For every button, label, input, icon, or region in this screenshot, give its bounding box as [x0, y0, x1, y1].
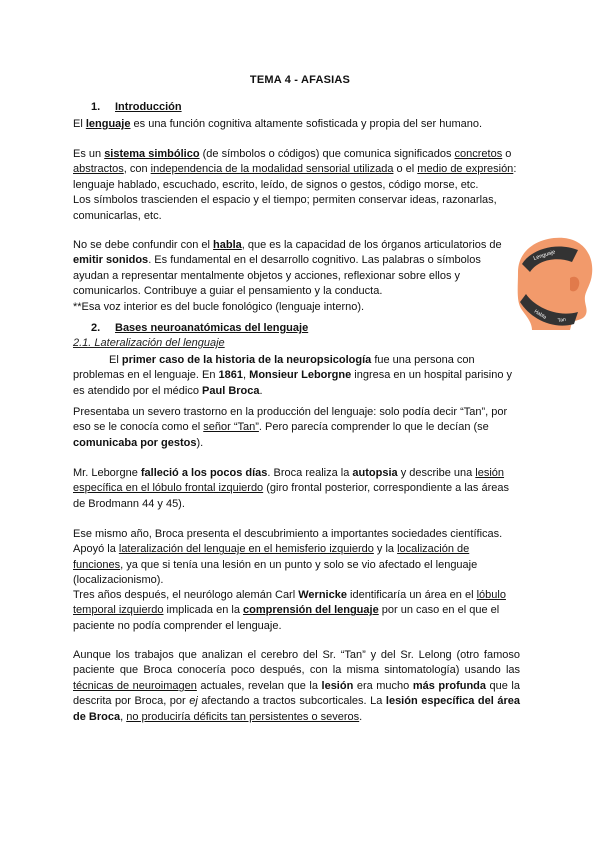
text: fue una persona con problemas en el lenguaje. En [73, 354, 475, 382]
text: implicada en la [163, 604, 243, 617]
section-1-number: 1. [91, 101, 101, 113]
term-concretos: concretos [454, 148, 503, 160]
text: o [502, 148, 512, 160]
paragraph-neuroimaging [73, 648, 520, 725]
head-profile-illustration [512, 234, 596, 330]
term-lenguaje: lenguaje [85, 118, 131, 130]
subsection-2-1-heading: 2.1. Lateralización del lenguaje [73, 337, 225, 349]
paragraph-tan [73, 405, 520, 451]
term-localizacion: localización de funciones [73, 543, 470, 571]
section-2-heading [91, 322, 308, 334]
paragraph-wernicke [73, 588, 520, 634]
term-mas-profunda: más profunda [412, 679, 487, 692]
text: , que es la capacidad de los órganos articulatorios de [241, 239, 502, 251]
term-lesion-broca: lesión específica del área de Broca [73, 695, 520, 723]
text: . Es fundamental en el desarrollo cognitivo. Las palabras o símbolos ayudan a representar mentalmente objetos y acciones, reflexionar sobre ellos y comunicarlos. Contribuye a guiar el pensamiento y la conducta. [73, 254, 481, 298]
paragraph-intro [73, 117, 520, 132]
text: (de símbolos o códigos) que comunica significados [199, 148, 455, 160]
text: actuales, revelan que la [196, 679, 322, 692]
section-1-heading [91, 101, 182, 113]
paragraph-lateralization [73, 527, 520, 589]
term-sistema-simbolico: sistema simbólico [104, 148, 200, 160]
page-title: TEMA 4 - AFASIAS [249, 74, 351, 86]
text: identificaría un área en el [346, 589, 477, 601]
term-1861: 1861 [218, 369, 244, 382]
text: No se debe confundir con el [73, 239, 214, 251]
term-lesion: lesión [321, 679, 354, 692]
text: ). [196, 436, 204, 449]
term-comprension: comprensión del lenguaje [243, 604, 379, 617]
text: El [109, 354, 122, 366]
text: Tres años después, el neurólogo alemán Carl [73, 589, 299, 601]
text: : lenguaje hablado, escuchado, escrito, leído, de signos o gestos, código morse, etc. [73, 163, 517, 191]
text: y la [373, 543, 398, 556]
text: . Broca realiza la [267, 467, 353, 479]
term-primer-caso: primer caso de la historia de la neuropsicología [121, 354, 372, 366]
section-1-label: Introducción [115, 101, 182, 113]
text: es una función cognitiva altamente sofisticada y propia del ser humano. [130, 118, 483, 130]
text: . Pero parecía comprender lo que le decían (se [258, 421, 489, 434]
term-lesion-frontal: lesión específica en el lóbulo frontal izquierdo [73, 467, 505, 495]
text: (giro frontal posterior, correspondiente a las áreas de Brodmann 44 y 45). [73, 482, 509, 510]
paragraph-autopsy [73, 466, 520, 512]
label-tan: Tan [557, 316, 567, 324]
section-2-number: 2. [91, 322, 101, 334]
text: . [359, 710, 363, 723]
text: era mucho [353, 679, 413, 692]
section-2-label: Bases neuroanatómicas del lenguaje [115, 322, 309, 334]
text: . [259, 384, 263, 397]
term-paul-broca: Paul Broca [202, 384, 260, 397]
term-gestos: comunicaba por gestos [73, 436, 197, 449]
text: por un caso en el que el paciente no podía comprender el lenguaje. [73, 604, 500, 632]
term-no-produciria: no produciría déficits tan persistentes o severos [126, 710, 360, 723]
text: Ese mismo año, Broca presenta el descubrimiento a importantes sociedades científicas. Apoyó la [73, 528, 503, 556]
term-neuroimagen: técnicas de neuroimagen [73, 679, 197, 692]
text: Es un [73, 148, 105, 160]
text: que la descrita por Broca, por [73, 679, 520, 708]
text: **Esa voz interior es del bucle fonológico (lenguaje interno). [73, 300, 365, 313]
label-habla: Habla [532, 308, 548, 321]
term-habla: habla [213, 239, 242, 251]
paragraph-habla [73, 238, 508, 315]
term-ej: ej [189, 695, 198, 708]
term-abstractos: abstractos [73, 163, 124, 176]
term-leborgne: Monsieur Leborgne [249, 369, 352, 382]
term-independencia: independencia de la modalidad sensorial utilizada [150, 163, 394, 176]
paragraph-first-case [73, 353, 520, 399]
text: Aunque los trabajos que analizan el cerebro del Sr. “Tan” y del Sr. Lelong (otro famoso paciente que Broca conocería poco después, con la misma sintomatología) usando las [73, 649, 520, 677]
text: o el [393, 163, 418, 176]
text: afectando a tractos subcorticales. La [197, 695, 386, 708]
label-lenguaje: Lenguaje [532, 249, 557, 262]
text: El [73, 118, 86, 130]
term-autopsia: autopsia [352, 467, 398, 479]
term-medio-expresion: medio de expresión [417, 163, 514, 176]
term-emitir-sonidos: emitir sonidos [73, 254, 149, 267]
term-fallecio: falleció a los pocos días [140, 467, 268, 479]
term-wernicke: Wernicke [298, 589, 347, 601]
term-senor-tan: señor “Tan” [203, 421, 259, 434]
text: Mr. Leborgne [73, 467, 141, 479]
text: , [120, 710, 127, 723]
text: , ya que si tenía una lesión en un punto y solo se vio afectado el lenguaje (localizacionismo). [73, 558, 478, 587]
paragraph-symbolic-system [73, 147, 520, 224]
text: y describe una [397, 467, 476, 479]
term-lobulo-temporal: lóbulo temporal izquierdo [73, 589, 506, 617]
text: Los símbolos trascienden el espacio y el tiempo; permiten conservar ideas, razonarlas, comunicarlas, etc. [73, 194, 497, 222]
term-lateralizacion: lateralización del lenguaje en el hemisferio izquierdo [118, 543, 374, 556]
text: , [243, 369, 250, 382]
text: Presentaba un severo trastorno en la producción del lenguaje: solo podía decir “Tan”, por eso se le conocía como el [73, 406, 508, 434]
text: , con [123, 163, 151, 176]
text: ingresa en un hospital parisino y es atendido por el médico [73, 369, 513, 397]
